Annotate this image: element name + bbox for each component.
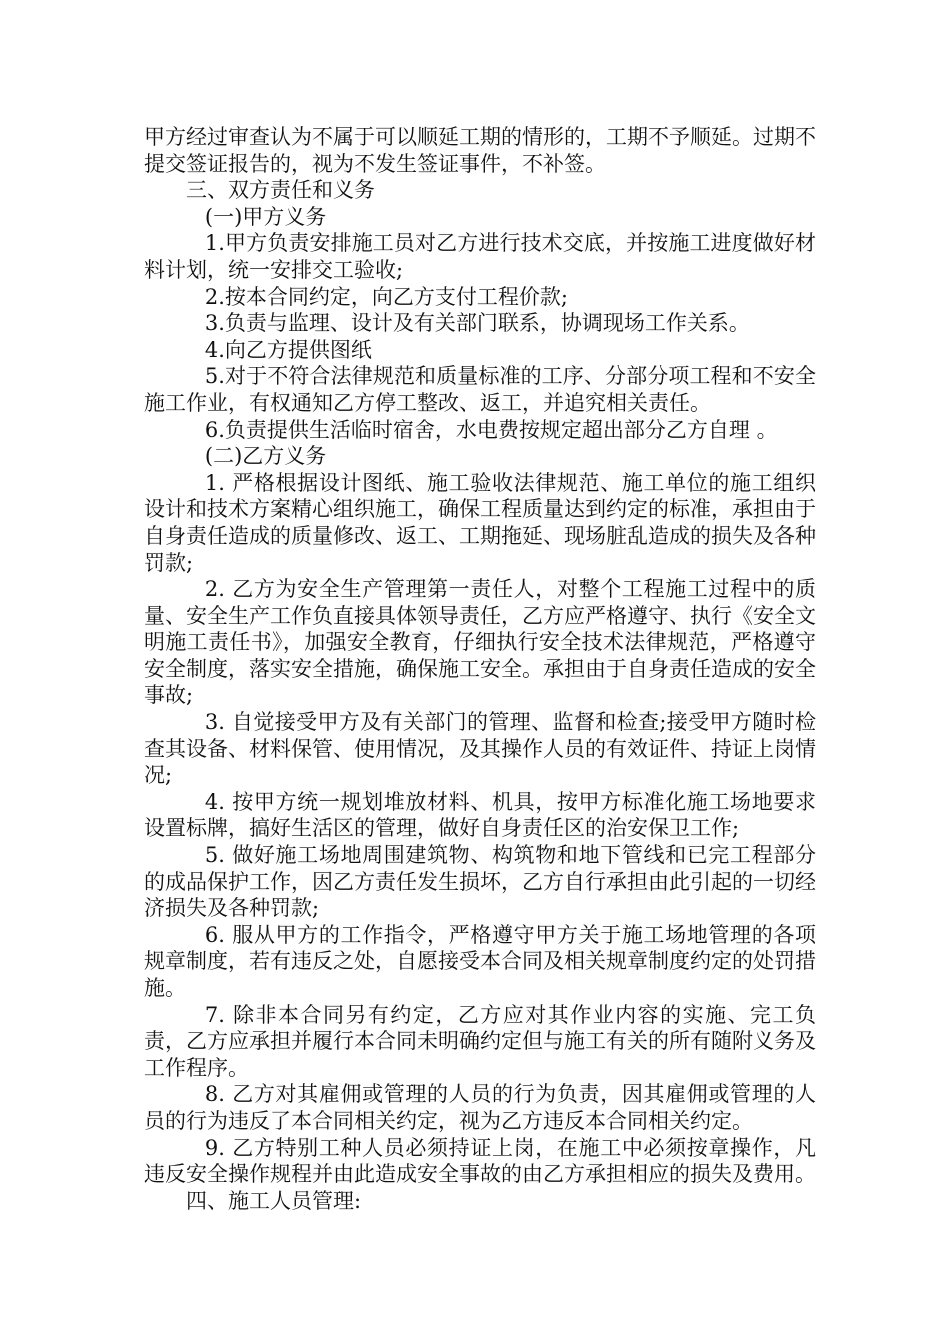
list-item: 8. 乙方对其雇佣或管理的人员的行为负责，因其雇佣或管理的人员的行为违反了本合同相关约定，视为乙方违反本合同相关约定。	[144, 1082, 816, 1133]
list-item: 7. 除非本合同另有约定，乙方应对其作业内容的实施、完工负责，乙方应承担并履行本合同未明确约定但与施工有关的所有随附义务及工作程序。	[144, 1002, 816, 1080]
list-item: 2.按本合同约定，向乙方支付工程价款;	[204, 284, 569, 309]
section-heading: 四、施工人员管理:	[186, 1188, 362, 1213]
list-item: 3.负责与监理、设计及有关部门联系，协调现场工作关系。	[204, 311, 750, 336]
list-item: 5.对于不符合法律规范和质量标准的工序、分部分项工程和不安全施工作业，有权通知乙方停工整改、返工，并追究相关责任。	[144, 364, 816, 415]
paragraph: 甲方经过审查认为不属于可以顺延工期的情形的，工期不予顺延。过期不提交签证报告的，视为不发生签证事件，不补签。	[144, 125, 816, 176]
list-item: 5. 做好施工场地周围建筑物、构筑物和地下管线和已完工程部分的成品保护工作，因乙方责任发生损坏，乙方自行承担由此引起的一切经济损失及各种罚款;	[144, 843, 816, 921]
list-item: 6.负责提供生活临时宿舍，水电费按规定超出部分乙方自理 。	[204, 417, 778, 442]
list-item: 3. 自觉接受甲方及有关部门的管理、监督和检查;接受甲方随时检查其设备、材料保管、使用情况，及其操作人员的有效证件、持证上岗情况;	[144, 710, 816, 788]
list-item: 6. 服从甲方的工作指令，严格遵守甲方关于施工场地管理的各项规章制度，若有违反之处，自愿接受本合同及相关规章制度约定的处罚措施。	[144, 922, 816, 1000]
list-item: 4.向乙方提供图纸	[204, 337, 372, 362]
subsection-heading: (二)乙方义务	[204, 444, 327, 469]
list-item: 2. 乙方为安全生产管理第一责任人，对整个工程施工过程中的质量、安全生产工作负直接具体领导责任，乙方应严格遵守、执行《安全文明施工责任书》，加强安全教育，仔细执行安全技术法律规范，严格遵守安全制度，落实安全措施，确保施工安全。承担由于自身责任造成的安全事故;	[144, 577, 816, 708]
list-item: 4. 按甲方统一规划堆放材料、机具，按甲方标准化施工场地要求设置标牌，搞好生活区的管理，做好自身责任区的治安保卫工作;	[144, 789, 816, 841]
list-item: 1. 严格根据设计图纸、施工验收法律规范、施工单位的施工组织设计和技术方案精心组织施工，确保工程质量达到约定的标准，承担由于自身责任造成的质量修改、返工、工期拖延、现场脏乱造成的损失及各种罚款;	[144, 470, 816, 575]
subsection-heading: (一)甲方义务	[204, 204, 327, 229]
section-heading: 三、双方责任和义务	[186, 178, 375, 203]
list-item: 9. 乙方特别工种人员必须持证上岗，在施工中必须按章操作，凡违反安全操作规程并由此造成安全事故的由乙方承担相应的损失及费用。	[144, 1135, 816, 1187]
document-body	[144, 124, 816, 1214]
list-item: 1.甲方负责安排施工员对乙方进行技术交底，并按施工进度做好材料计划，统一安排交工验收;	[144, 231, 816, 282]
